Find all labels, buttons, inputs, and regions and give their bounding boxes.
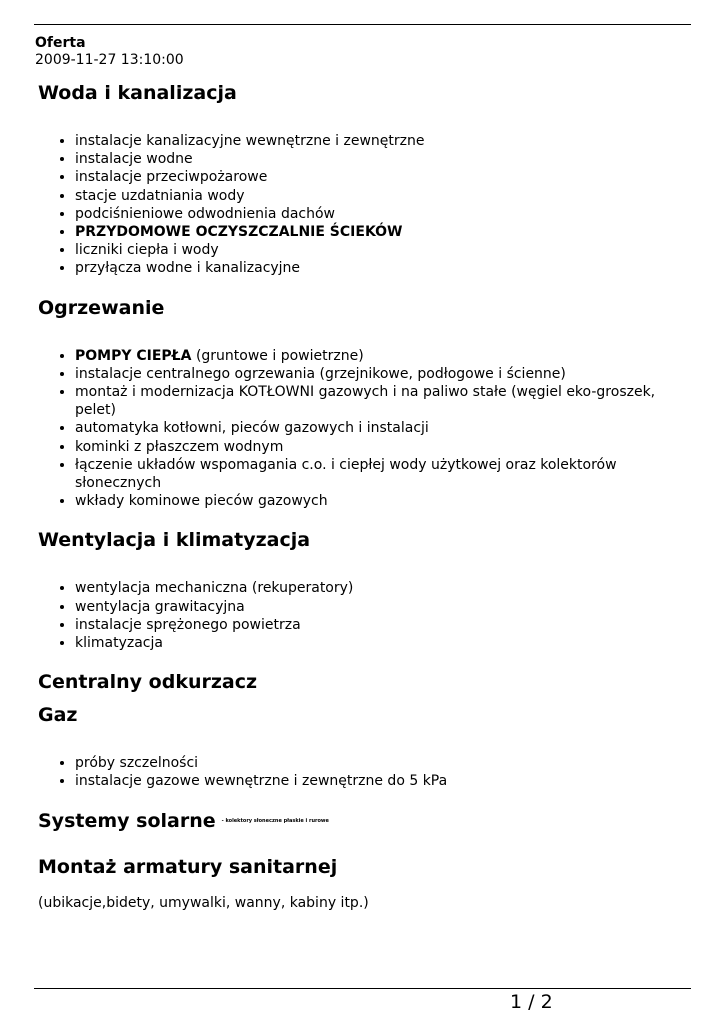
item-text: (gruntowe i powietrzne) [191, 347, 364, 364]
list-item: • instalacje sprężonego powietrza [75, 616, 698, 634]
solarne-note: - kolektory słoneczne płaskie i rurowe [221, 818, 329, 825]
list-ogrzewanie [38, 347, 698, 511]
document-body [38, 80, 698, 912]
list-item: • montaż i modernizacja KOTŁOWNI gazowych i na paliwo stałe (węgiel eko-groszek, pelet) [75, 383, 698, 419]
top-divider [34, 24, 691, 25]
heading-woda: Woda i kanalizacja [38, 82, 237, 104]
list-item: • instalacje centralnego ogrzewania (grzejnikowe, podłogowe i ścienne) [75, 365, 698, 383]
document-date: 2009-11-27 13:10:00 [35, 52, 184, 68]
list-item: • instalacje przeciwpożarowe [75, 168, 698, 186]
heading-ogrzewanie: Ogrzewanie [38, 296, 165, 319]
document-title: Oferta [35, 35, 86, 51]
armatura-note: (ubikacje,bidety, umywalki, wanny, kabiny itp.) [38, 895, 369, 912]
list-item: • łączenie układów wspomagania c.o. i ciepłej wody użytkowej oraz kolektorów słonecznych [75, 456, 698, 492]
list-item: • instalacje kanalizacyjne wewnętrzne i zewnętrzne [75, 132, 698, 150]
list-item: • instalacje wodne [75, 150, 698, 168]
list-item: • instalacje gazowe wewnętrzne i zewnętrzne do 5 kPa [75, 772, 698, 790]
heading-solarne-text: Systemy solarne [38, 809, 216, 832]
heading-gaz: Gaz [38, 704, 78, 727]
list-item: • próby szczelności [75, 754, 698, 772]
heading-solarne [38, 808, 698, 835]
list-item-bold [75, 223, 698, 241]
list-item: • wentylacja mechaniczna (rekuperatory) [75, 579, 698, 597]
heading-armatura: Montaż armatury sanitarnej [38, 856, 338, 879]
list-item: • podciśnieniowe odwodnienia dachów [75, 205, 698, 223]
list-item: • wentylacja grawitacyjna [75, 598, 698, 616]
list-item: • liczniki ciepła i wody [75, 241, 698, 259]
list-item: • kominki z płaszczem wodnym [75, 438, 698, 456]
list-item: • wkłady kominowe pieców gazowych [75, 492, 698, 510]
bold-text: PRZYDOMOWE OCZYSZCZALNIE ŚCIEKÓW [75, 224, 403, 241]
list-item: • stacje uzdatniania wody [75, 187, 698, 205]
bold-text: POMPY CIEPŁA [75, 347, 192, 364]
list-item [75, 347, 698, 365]
heading-odkurzacz: Centralny odkurzacz [38, 671, 258, 694]
list-item: • automatyka kotłowni, pieców gazowych i instalacji [75, 419, 698, 437]
list-gaz [38, 754, 698, 790]
list-wentylacja [38, 579, 698, 652]
list-woda [38, 132, 698, 278]
list-item: • klimatyzacja [75, 634, 698, 652]
heading-wentylacja: Wentylacja i klimatyzacja [38, 529, 311, 552]
page-number: 1 / 2 [510, 991, 553, 1013]
bottom-divider [34, 988, 691, 989]
list-item: • przyłącza wodne i kanalizacyjne [75, 259, 698, 277]
